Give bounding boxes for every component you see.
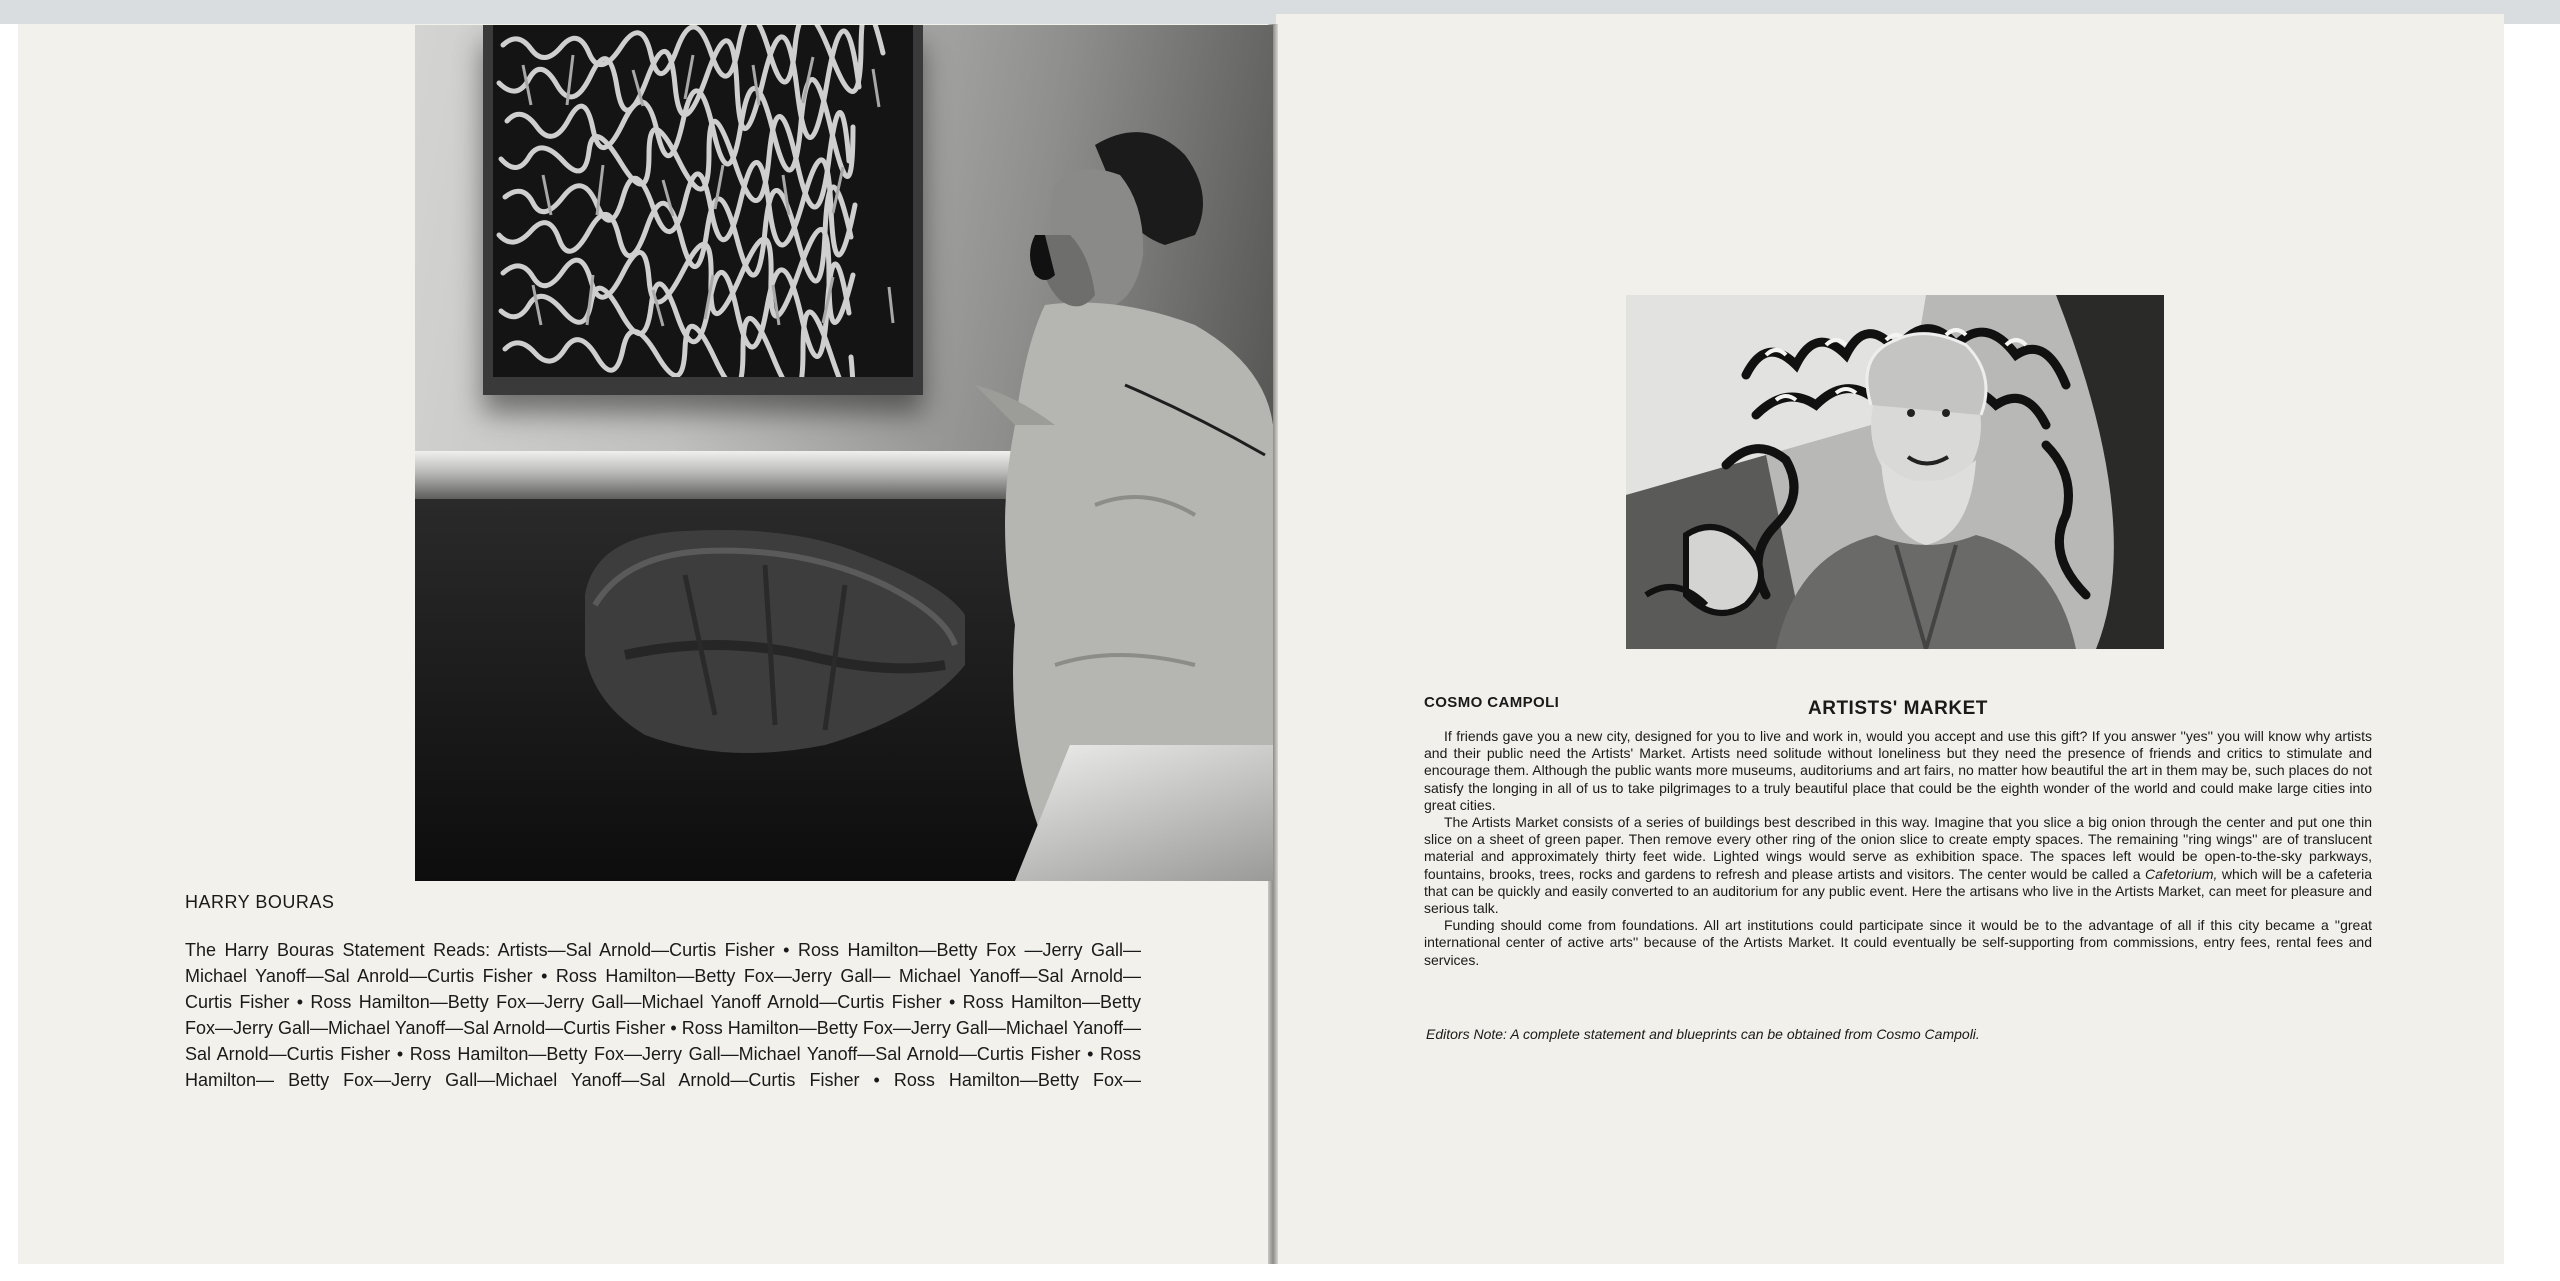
- cosmo-campoli-photo: [1626, 295, 2164, 649]
- article-paragraph: Funding should come from foundations. All art institutions could participate since it would be to the advantage of all if this city became a ''great international center of active arts'' because of the Artists Market. It could eventually be self-supporting from commissions, entry fees, rental fees and services.: [1424, 917, 2372, 968]
- article-body: [1424, 728, 2372, 969]
- paragraph-text: The Artists Market consists of a series of buildings best described in this way. Imagine that you slice a big onion through the center and put one thin slice on a sheet of green paper. Then remove every other ring of the onion slice to create empty spaces. The remaining ''ring wings'' are of translucent material and approximately thirty feet wide. Lighted wings would serve as exhibition space. The spaces left would be open-to-the-sky parkways, fountains, brooks, trees, rocks and gardens to refresh and please artists and visitors. The center would be called a: [1424, 814, 2372, 882]
- photo-caption-cosmo-campoli: COSMO CAMPOLI: [1424, 694, 1560, 711]
- campoli-scene: [1626, 295, 2164, 649]
- painting-scribbles: [493, 25, 913, 377]
- wall-painting: [483, 25, 923, 395]
- harry-bouras-statement: The Harry Bouras Statement Reads: Artists—Sal Arnold—Curtis Fisher • Ross Hamilton—Betty Fox —Jerry Gall—Michael Yanoff—Sal Anrold—Curtis Fisher • Ross Hamilton—Betty Fox—Jerry Gall— Michael Yanoff—Sal Arnold—Curtis Fisher • Ross Hamilton—Betty Fox—Jerry Gall—Michael Yanoff Arnold—Curtis Fisher • Ross Hamilton—Betty Fox—Jerry Gall—Michael Yanoff—Sal Arnold—Curtis Fisher • Ross Hamilton—Betty Fox—Jerry Gall—Michael Yanoff—Sal Arnold—Curtis Fisher • Ross Hamilton—Betty Fox—Jerry Gall—Michael Yanoff—Sal Arnold—Curtis Fisher • Ross Hamilton— Betty Fox—Jerry Gall—Michael Yanoff—Sal Arnold—Curtis Fisher • Ross Hamilton—Betty Fox—: [185, 940, 1141, 1090]
- paragraph-text: which will be a cafeteria that can be quickly and easily converted to an auditorium for any public event. Here the artisans who live in the Artists Market, can meet for pleasure and serious talk.: [1424, 865, 2372, 917]
- harry-bouras-photo: [415, 25, 1273, 881]
- calligraphic-painting: [493, 25, 913, 377]
- emphasized-term: Cafetorium,: [2145, 865, 2218, 882]
- article-paragraph: If friends gave you a new city, designed for you to live and work in, would you accept and use this gift? If you answer ''yes'' you will know why artists and their public need the Artists' Market. Artists need solitude without loneliness but they need the presence of friends and critics to stimulate and encourage them. Although the public wants more museums, auditoriums and art fairs, no matter how beautiful the art in them may be, such places do not satisfy the longing in all of us to take pilgrimages to a truly beautiful place that could be the eighth wonder of the world and could make large cities into great cities.: [1424, 728, 2372, 813]
- article-title: ARTISTS' MARKET: [1808, 698, 1988, 719]
- editors-note: Editors Note: A complete statement and blueprints can be obtained from Cosmo Campoli.: [1426, 1026, 1980, 1042]
- article-paragraph: [1424, 814, 2372, 917]
- photo-caption-harry-bouras: HARRY BOURAS: [185, 892, 335, 912]
